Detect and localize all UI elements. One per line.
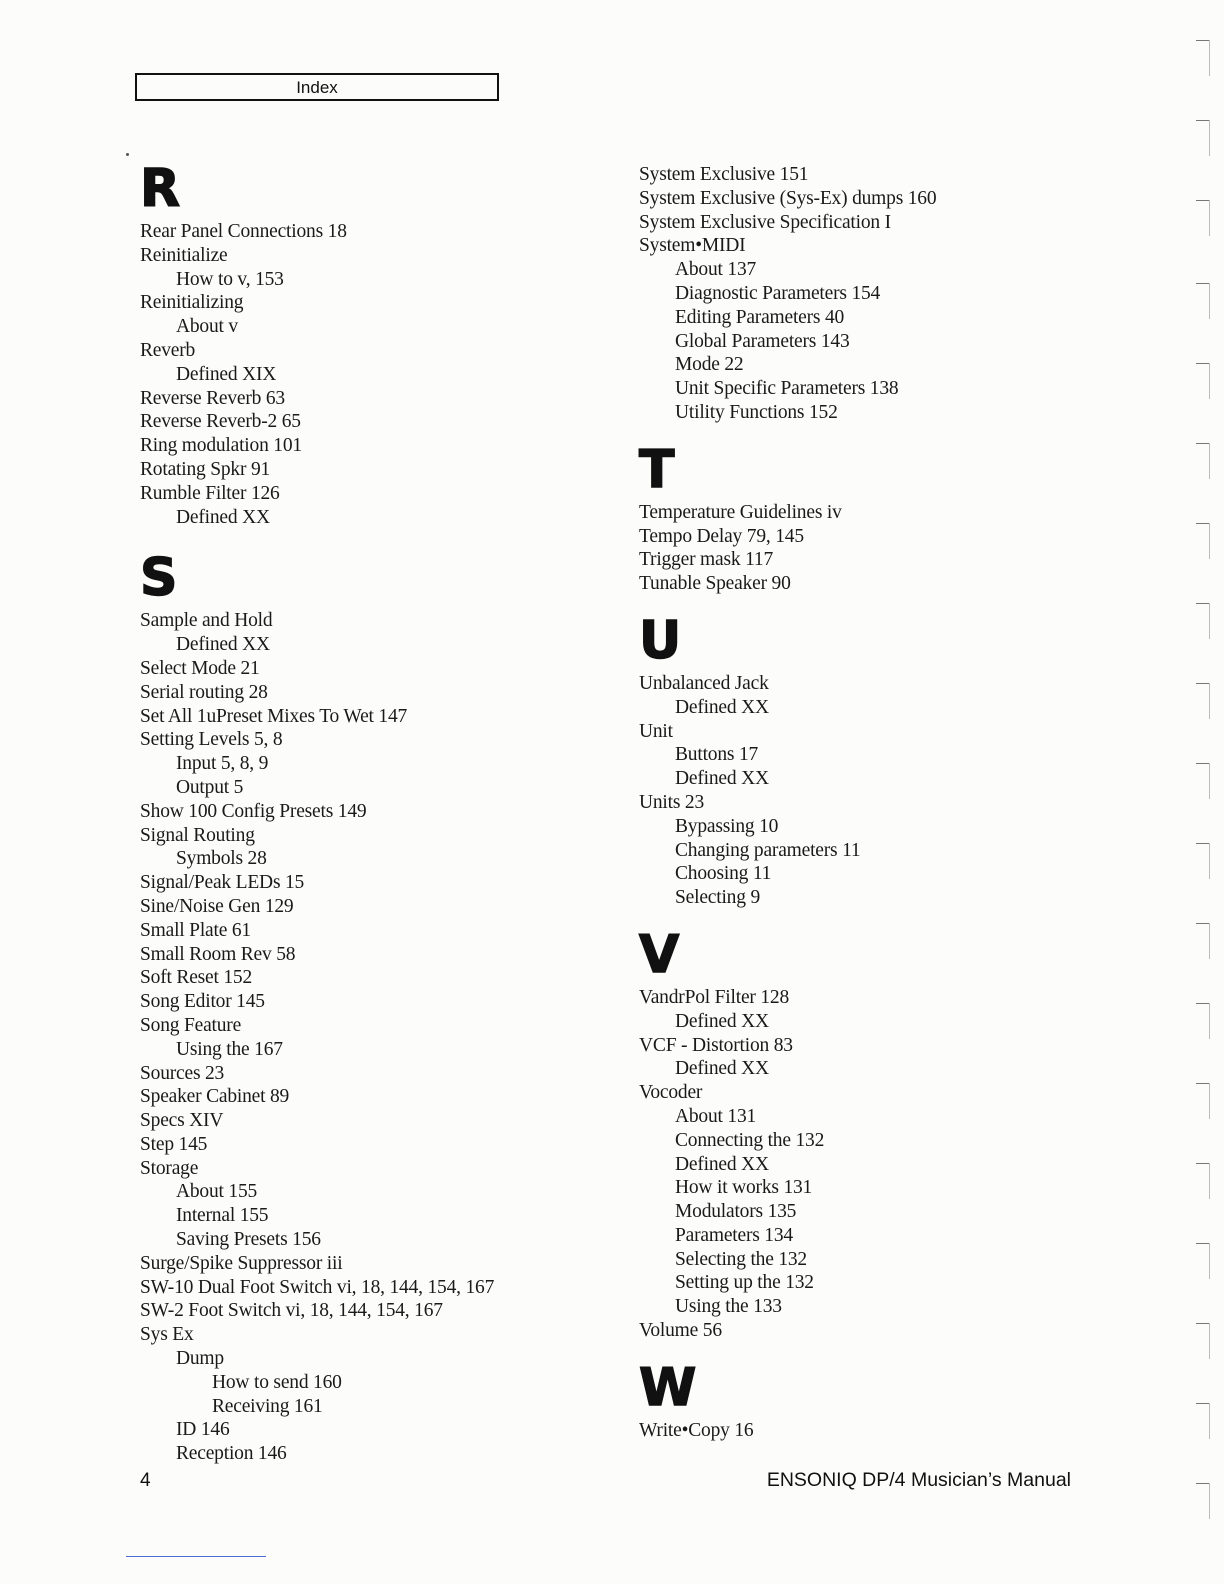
- index-subentry: Buttons 17: [675, 744, 759, 766]
- index-subentry: About v: [176, 316, 238, 338]
- index-subentry: Receiving 161: [212, 1395, 323, 1417]
- index-subentry: Utility Functions 152: [675, 401, 838, 423]
- page-edge-marks: [1164, 0, 1224, 1584]
- section-letter: T: [639, 439, 675, 500]
- section-letter: R: [140, 159, 181, 219]
- index-entry: Sys Ex: [140, 1324, 194, 1346]
- index-entry: Speaker Cabinet 89: [140, 1086, 290, 1108]
- index-entry: Tempo Delay 79, 145: [639, 525, 804, 547]
- index-entry: Rear Panel Connections 18: [140, 221, 347, 242]
- index-subentry: Output 5: [176, 776, 244, 798]
- index-subentry: Selecting the 132: [675, 1248, 807, 1270]
- entry-list: [639, 501, 1109, 596]
- index-subentry: Dump: [176, 1348, 224, 1370]
- index-entry: Vocoder: [639, 1082, 703, 1104]
- index-subentry: ID 146: [176, 1419, 230, 1441]
- index-section: [639, 926, 1109, 1343]
- index-entry: System Exclusive (Sys-Ex) dumps 160: [639, 187, 937, 209]
- right-column: [639, 163, 1109, 1443]
- index-subentry: Editing Parameters 40: [675, 306, 845, 328]
- index-subentry: Saving Presets 156: [176, 1229, 321, 1251]
- section-letter: S: [140, 548, 178, 609]
- index-subentry: Defined XX: [675, 1058, 769, 1080]
- index-entry: Setting Levels 5, 8: [140, 729, 283, 751]
- index-section: [639, 441, 1109, 596]
- index-entry: Volume 56: [639, 1320, 722, 1342]
- index-entry: Reverse Reverb-2 65: [140, 411, 301, 433]
- index-subentry: Input 5, 8, 9: [176, 753, 269, 775]
- index-entry: Specs XIV: [140, 1110, 224, 1132]
- index-entry: Serial routing 28: [140, 681, 268, 703]
- index-entry: Show 100 Config Presets 149: [140, 800, 367, 822]
- index-subentry: About 137: [675, 259, 757, 281]
- index-subentry: Defined XX: [176, 634, 270, 656]
- index-entry: Reverse Reverb 63: [140, 387, 285, 409]
- entry-list: [140, 609, 600, 1466]
- index-section: [140, 549, 600, 1466]
- index-entry: System Exclusive Specification I: [639, 211, 891, 233]
- index-entry: Surge/Spike Suppressor iii: [140, 1252, 343, 1274]
- index-subentry: Defined XX: [675, 1010, 769, 1032]
- index-section: [639, 1359, 1109, 1443]
- index-entry: SW-10 Dual Foot Switch vi, 18, 144, 154, 167: [140, 1276, 495, 1298]
- entry-list: [639, 986, 1109, 1343]
- index-subentry: Selecting 9: [675, 887, 760, 909]
- index-subentry: Connecting the 132: [675, 1129, 825, 1151]
- index-subentry: Changing parameters 11: [675, 839, 861, 861]
- index-entry: Unbalanced Jack: [639, 672, 769, 694]
- index-subentry: Unit Specific Parameters 138: [675, 378, 899, 400]
- entry-list: [639, 1419, 1109, 1443]
- index-subentry: Defined XX: [675, 768, 769, 790]
- index-entry: System•MIDI: [639, 235, 746, 257]
- index-subentry: Setting up the 132: [675, 1272, 814, 1294]
- index-section: [639, 163, 1109, 425]
- index-entry: Storage: [140, 1157, 199, 1179]
- index-subentry: Defined XX: [176, 506, 270, 528]
- index-entry: Units 23: [639, 791, 705, 813]
- index-entry: Signal Routing: [140, 824, 255, 846]
- index-section: [639, 612, 1109, 910]
- index-subentry: Symbols 28: [176, 848, 267, 870]
- index-entry: Trigger mask 117: [639, 549, 774, 571]
- entry-list: [140, 220, 600, 529]
- index-subentry: How it works 131: [675, 1177, 813, 1199]
- index-entry: Tunable Speaker 90: [639, 573, 791, 595]
- index-subentry: How to send 160: [212, 1371, 342, 1393]
- footer-underline: [126, 1556, 266, 1557]
- page-number: 4: [140, 1470, 151, 1491]
- index-subentry: Defined XX: [675, 696, 769, 718]
- section-letter: W: [639, 1357, 697, 1418]
- index-subentry: Internal 155: [176, 1205, 269, 1227]
- index-entry: SW-2 Foot Switch vi, 18, 144, 154, 167: [140, 1300, 443, 1322]
- index-entry: Soft Reset 152: [140, 967, 253, 989]
- index-entry: Unit: [639, 720, 673, 742]
- index-entry: Reinitializing: [140, 292, 244, 314]
- index-entry: Set All 1uPreset Mixes To Wet 147: [140, 705, 408, 727]
- index-entry: VCF - Distortion 83: [639, 1034, 793, 1056]
- manual-title: ENSONIQ DP/4 Musician’s Manual: [766, 1469, 1071, 1491]
- index-subentry: How to v, 153: [176, 268, 284, 290]
- index-subentry: Choosing 11: [675, 863, 772, 885]
- index-entry: Sources 23: [140, 1062, 225, 1084]
- index-subentry: Reception 146: [176, 1443, 287, 1465]
- index-entry: Sine/Noise Gen 129: [140, 895, 294, 917]
- index-subentry: Global Parameters 143: [675, 330, 850, 352]
- index-entry: Signal/Peak LEDs 15: [140, 872, 305, 894]
- section-letter: U: [639, 610, 682, 671]
- index-subentry: Parameters 134: [675, 1224, 793, 1246]
- index-entry: Select Mode 21: [140, 657, 260, 679]
- index-subentry: Using the 133: [675, 1296, 782, 1318]
- index-entry: System Exclusive 151: [639, 164, 809, 185]
- index-entry: Small Plate 61: [140, 919, 251, 941]
- index-entry: Rumble Filter 126: [140, 482, 280, 504]
- index-subentry: Defined XX: [675, 1153, 769, 1175]
- section-letter: V: [639, 924, 680, 985]
- index-entry: Ring modulation 101: [140, 435, 302, 457]
- entry-list: [639, 672, 1109, 910]
- index-entry: Reverb: [140, 339, 196, 361]
- index-entry: VandrPol Filter 128: [639, 986, 790, 1008]
- index-subentry: Mode 22: [675, 354, 744, 376]
- index-entry: Song Editor 145: [140, 991, 265, 1013]
- index-entry: Song Feature: [140, 1014, 242, 1036]
- left-column: [140, 160, 600, 1466]
- entry-list: [639, 163, 1109, 425]
- stray-dot: [126, 153, 129, 156]
- index-entry: Write•Copy 16: [639, 1419, 754, 1441]
- index-header-title: Index: [296, 78, 338, 97]
- index-subentry: Using the 167: [176, 1038, 283, 1060]
- index-entry: Sample and Hold: [140, 610, 273, 632]
- index-entry: Temperature Guidelines iv: [639, 501, 842, 523]
- index-subentry: Defined XIX: [176, 363, 277, 385]
- index-subentry: Bypassing 10: [675, 815, 779, 837]
- index-section: [140, 160, 600, 529]
- index-entry: Reinitialize: [140, 244, 228, 266]
- index-subentry: About 155: [176, 1181, 258, 1203]
- index-entry: Step 145: [140, 1133, 208, 1155]
- index-entry: Small Room Rev 58: [140, 943, 296, 965]
- index-subentry: Diagnostic Parameters 154: [675, 282, 881, 304]
- index-header: [135, 73, 499, 101]
- index-subentry: About 131: [675, 1105, 757, 1127]
- index-entry: Rotating Spkr 91: [140, 458, 271, 480]
- index-subentry: Modulators 135: [675, 1201, 797, 1223]
